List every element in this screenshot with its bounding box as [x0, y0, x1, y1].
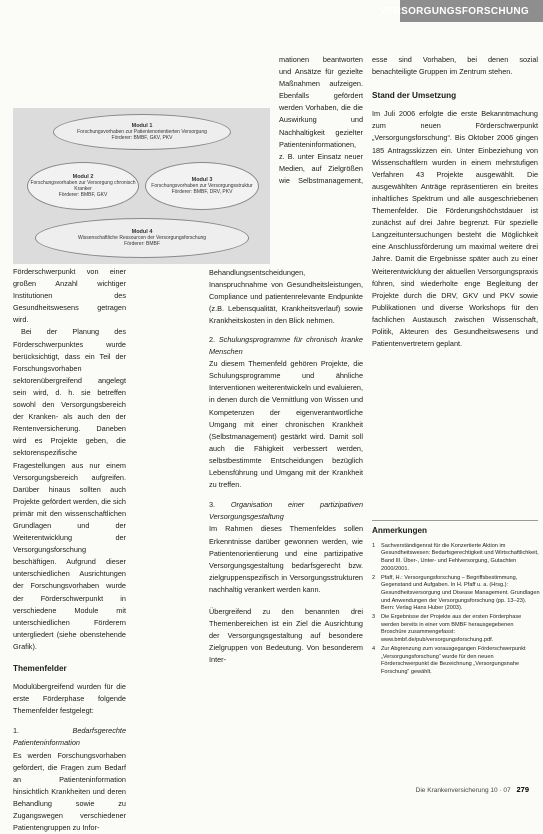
module-1: [53, 114, 231, 150]
col3-paragraph: Im Juli 2006 erfolgte die erste Bekanntmachung zum neuen Förderschwerpunkt „Versorgungsforschung“. Bis Oktober 2006 gingen 185 Antragsskizzen ein. Unter Einbeziehung von Wissenschaftlern wurden in einem mehrstufigen Verfahren 43 Projekte ausgewählt. Die ausgewählten Anträge repräsentieren ein breites inhaltliches Spektrum und alle ausgeschriebenen Themenfelder. Die Förderungshöchstdauer ist zunächst auf drei Jahre begrenzt. Für spezielle Langzeituntersuchungen besteht die Möglichkeit eine Anschlussförderung um maximal weitere drei Jahre. Damit die Ergebnisse später auch zu einer Weiterentwicklung der aktuellen Versorgungspraxis führen, sind wiederholte enge Begleitung der Projekte durch die DRV, GKV und PKV sowie Publikationen und diverse Workshops für den fachlichen Austausch zwischen Wissenschaft, Politik, Akteuren des Gesundheitswesens und Patientenvertretern geplant.: [372, 109, 538, 349]
note-item: [372, 543, 540, 574]
column-2: [209, 54, 363, 327]
note-item: [372, 575, 540, 614]
col2-paragraph: mationen beantworten und Ansätze für gezielte Maßnahmen aufzeigen. Ebenfalls gefördert werden Vorhaben, die die Auswirkung und Nachhaltigkeit gezielter Patienteninformationen, z. B. unter Einsatz neuer Medien, auf Zielgrößen wie Selbstmanagement, Behandlungsentscheidungen, Inanspruchnahme von Gesundheitsleistungen, Compliance und patientenrelevante Endpunkte (z.B. Lebensqualität, Krankheitsverlauf) sowie Krankheitskosten in den Blick nehmen.: [209, 55, 363, 326]
col2-paragraph: Übergreifend zu den benannten drei Themenbereichen ist ein Ziel die Ausrichtung der Versorgungsgestaltung auf besondere Zielgruppen von Bedeutung. Von besonderem Inter-: [209, 606, 363, 665]
col1-paragraph: Modulübergreifend wurden für die erste Förderphase folgende Themenfelder festgelegt:: [13, 682, 126, 716]
module-2-text: Forschungsvorhaben zur Versorgung chronisch Kranker: [30, 180, 136, 192]
module-1-text: Forschungsvorhaben zur Patientenorientierten Versorgung: [77, 129, 207, 135]
notes-divider: [372, 520, 538, 521]
col1-paragraph: Förderschwerpunkt von einer großen Anzahl wichtiger Institutionen des Gesundheitswesens getragen wird.: [13, 267, 126, 325]
heading-themenfelder: Themenfelder: [13, 664, 67, 673]
notes: [372, 527, 540, 678]
module-4-funders: Förderer: BMBF: [124, 241, 160, 247]
col2-paragraph: Im Rahmen dieses Themenfeldes sollen Erkenntnisse darüber gewonnen werden, wie Patientenorientierung und eine partizipative Versorgungsgestaltung bedarfsgerecht bzw. zielgruppenspezifisch in Versorgungsstrukturen nachhaltig verankert werden kann.: [209, 524, 363, 594]
subheading-1-title: Bedarfsgerechte Patienteninformation: [13, 726, 126, 748]
note-number: 2: [372, 574, 376, 581]
module-2-title: Modul 2: [72, 174, 94, 180]
note-item: [372, 614, 540, 645]
note-text: Pfaff, H.: Versorgungsforschung – Begriffsbestimmung, Gegenstand und Aufgaben. In H. Pfaff u. a. (Hrsg.): Gesundheitsversorgung und Disease Management. Grundlagen und Anwendungen der Versorgungsforschung (pp. 13–23). Bern: Verlag Hans Huber (2003).: [381, 574, 540, 612]
note-text: Die Ergebnisse der Projekte aus der ersten Förderphase werden bereits in einer vom BMBF herausgegebenen Broschüre zusammengefasst: www.bmbf.de/pub/versorgungsforschung.pdf.: [381, 614, 522, 644]
note-number: 3: [372, 614, 376, 621]
module-3-title: Modul 3: [191, 177, 213, 183]
subheading-3: [209, 499, 363, 523]
col3-paragraph: esse sind Vorhaben, bei denen sozial benachteiligte Gruppen im Zentrum stehen.: [372, 55, 538, 77]
note-number: 1: [372, 542, 376, 549]
notes-heading: Anmerkungen: [372, 526, 428, 535]
subheading-3-number: 3.: [209, 500, 216, 510]
section-banner: [379, 0, 543, 22]
subheading-2-title: Schulungsprogramme für chronisch kranke Menschen: [209, 335, 363, 357]
column-3: [372, 54, 538, 350]
subheading-2-number: 2.: [209, 335, 216, 344]
column-1: [13, 266, 126, 834]
note-text: Zur Abgrenzung zum vorausgegangen Förderschwerpunkt „Versorgungsforschung“ wurde für den neuen Förderschwerpunkt die Bezeichnung „Versorgungsnahe Forschung“ gewählt.: [381, 645, 526, 675]
journal-name: Die Krankenversicherung 10 · 07: [415, 787, 511, 794]
section-title: VERSORGUNGSFORSCHUNG: [379, 5, 529, 17]
heading-stand-der-umsetzung: Stand der Umsetzung: [372, 91, 457, 101]
subheading-1: [13, 725, 126, 749]
col1-paragraph: Bei der Planung des Förderschwerpunktes wurde berücksichtigt, dass ein Teil der Forschungsvorhaben sektorenübergreifend angelegt sein wird, d. h. sie betreffen sowohl den Versorgungsbereich der Kranken- als auch den der Rentenversicherung. Daneben wird es Projekte geben, die sektorenspezifische Fragestellungen aus nur einem Versorgungsbereich aufgreifen. Darüber hinaus sollten auch Projekte gefördert werden, die sich primär mit den wissenschaftlichen Grundlagen und der Weiterentwicklung der Versorgungsforschung beschäftigen. Aufgrund dieser unterschiedlichen Ausrichtungen der Forschungsvorhaben wurde der Förderschwerpunkt in verschiedene Module mit unterschiedlichen Förderern untergliedert (siehe obenstehende Grafik).: [13, 327, 126, 651]
module-1-funders: Förderer: BMBF, GKV, PKV: [111, 135, 173, 141]
subheading-2: [209, 334, 363, 358]
module-4-title: Modul 4: [131, 229, 153, 235]
module-3-text: Forschungsvorhaben zur Versorgungsstruktur: [151, 183, 253, 189]
note-number: 4: [372, 645, 376, 652]
page-number: 279: [516, 785, 529, 794]
col2-paragraph: Zu diesem Themenfeld gehören Projekte, die Schulungsprogramme und ähnliche Interventionen weiterentwickeln und evaluieren, in denen durch die Vermittlung von Wissen und Kompetenzen der eigenverantwortliche Umgang mit einer chronischen Krankheit (Selbstmanagement) gestärkt wird. Damit soll auch die Fähigkeit verbessert werden, selbstbestimmte Entscheidungen bezüglich Lebensführung und Umgang mit der Krankheit zu treffen.: [209, 359, 363, 490]
module-4-text: Wissenschaftliche Ressourcen der Versorgungsforschung: [77, 235, 207, 241]
diagram-wrap-spacer: [209, 54, 279, 267]
module-2-funders: Förderer: BMBF, GKV: [58, 192, 108, 198]
module-3-funders: Förderer: BMBF, DRV, PKV: [171, 189, 233, 195]
col1-paragraph: Es werden Forschungsvorhaben gefördert, die Fragen zum Bedarf an Patienteninformation hinsichtlich Krankheiten und deren Behandlung sowie zu Zugangswegen verschiedener Patientengruppen zu Infor-: [13, 750, 126, 833]
subheading-1-number: 1.: [13, 726, 20, 736]
module-1-title: Modul 1: [131, 123, 153, 129]
module-2: [27, 162, 139, 210]
column-2-lower: [209, 330, 363, 666]
page-footer: [416, 785, 529, 794]
subheading-3-title: Organisation einer partizipativen Versorgungsgestaltung: [209, 500, 364, 522]
note-text: Sachverständigenrat für die Konzertierte Aktion im Gesundheitswesen: Bedarfsgerechtigkeit und Wirtschaftlichkeit, Band III. Über-, Unter- und Fehlversorgung, Gutachten 2000/2001.: [381, 542, 539, 572]
note-item: [372, 646, 540, 677]
